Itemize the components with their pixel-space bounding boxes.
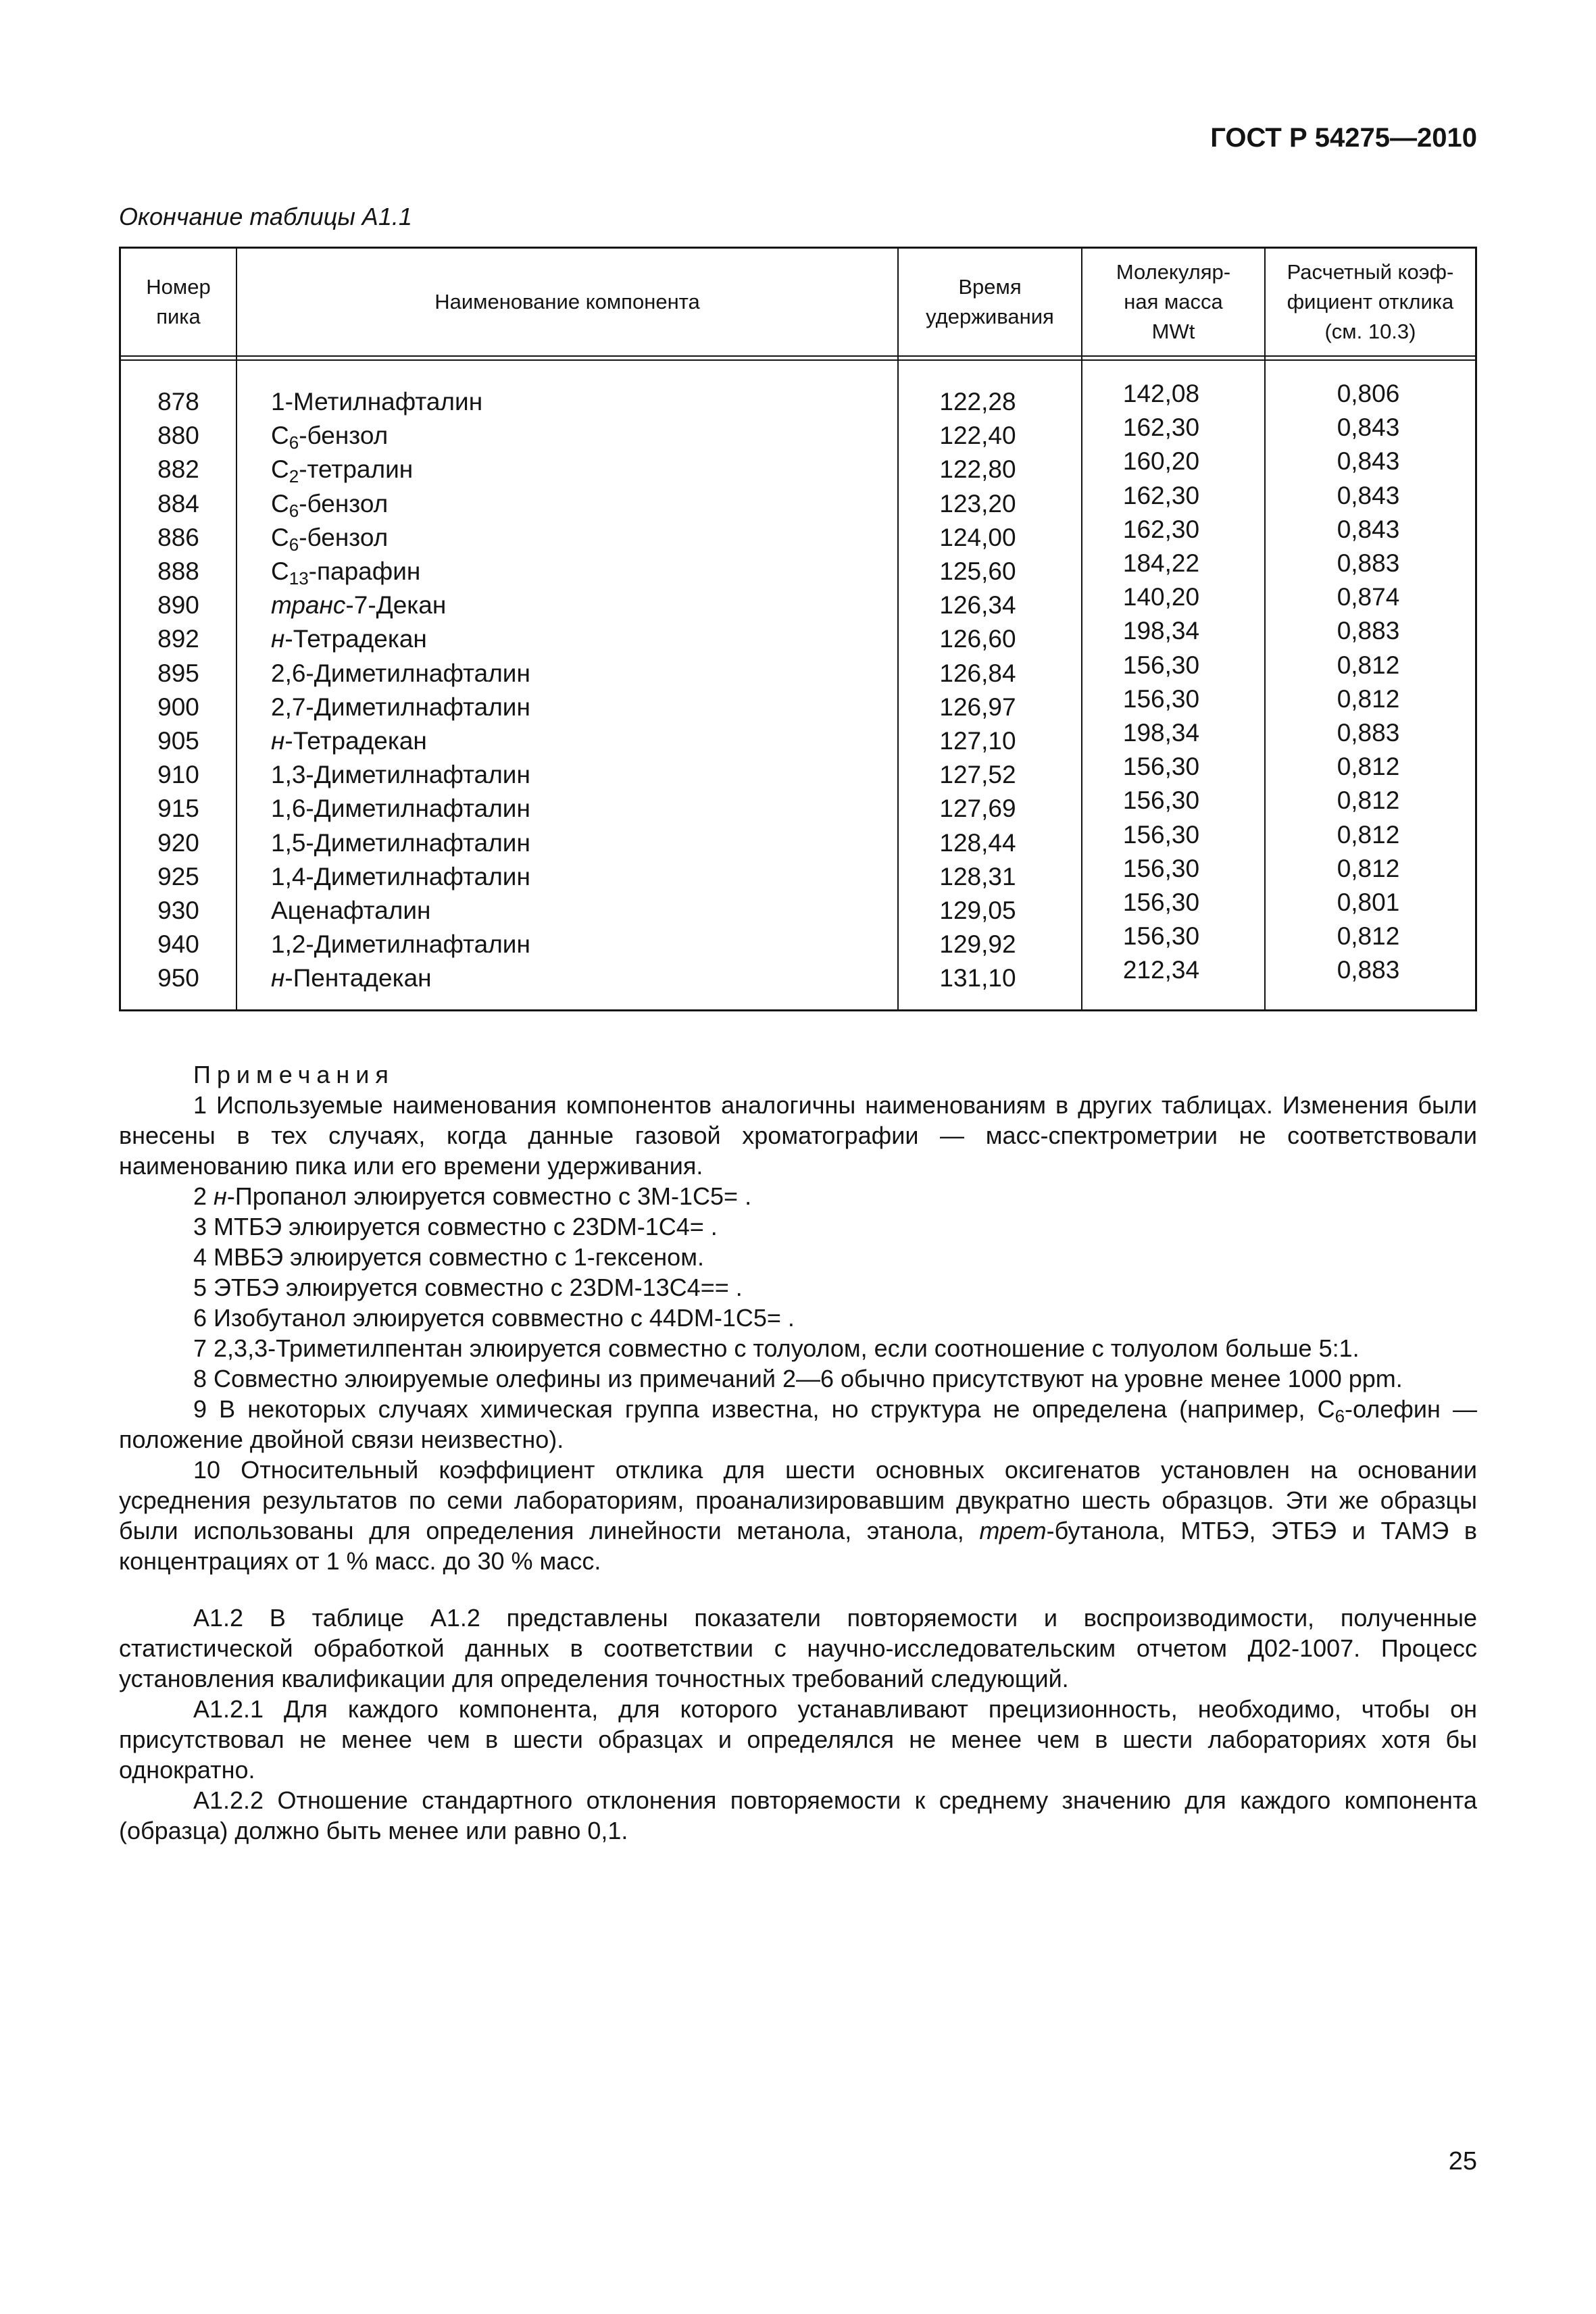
note-text-part: -бутанола, МТБЭ, ЭТБЭ и ТАМЭ в концентрациях от 1 % масс. до 30 % масс.: [119, 1517, 1478, 1575]
cell-molecular-mass: 162,30: [1122, 481, 1200, 509]
cell-response-factor: 0,806: [1337, 380, 1400, 407]
cell-molecular-mass: 156,30: [1122, 651, 1200, 679]
cell-retention-time: 127,52: [939, 761, 1016, 789]
component-name-part: -7-Декан: [345, 591, 447, 620]
cell-retention-time: 126,97: [939, 693, 1016, 721]
note-item: [119, 1303, 1477, 1333]
component-name-part: -Тетрадекан: [284, 625, 427, 653]
cell-peak-number: 910: [157, 761, 199, 789]
cell-peak-number: 882: [157, 455, 199, 484]
note-text-part: трет: [979, 1517, 1047, 1544]
table-caption: Окончание таблицы А1.1: [119, 203, 412, 230]
header-divider: [121, 359, 1475, 361]
cell-component-name: [271, 792, 530, 826]
cell-peak-number: 888: [157, 557, 199, 585]
cell-molecular-mass: 198,34: [1122, 719, 1200, 747]
note-text-part: 4 МВБЭ элюируется совместно с 1-гексеном.: [193, 1243, 704, 1271]
cell-retention-time: 123,20: [939, 489, 1016, 518]
column-divider: [236, 249, 237, 1009]
cell-peak-number: 900: [157, 693, 199, 721]
component-name-part: 1-Метилнафталин: [271, 388, 483, 416]
cell-peak-number: 892: [157, 625, 199, 653]
cell-component-name: [271, 453, 413, 486]
cell-component-name: [271, 826, 530, 860]
cell-molecular-mass: 198,34: [1122, 617, 1200, 645]
cell-retention-time: 127,10: [939, 727, 1016, 755]
cell-component-name: [271, 860, 530, 894]
cell-peak-number: 884: [157, 489, 199, 518]
notes-title: Примечания: [193, 1061, 395, 1088]
cell-retention-time: 126,60: [939, 625, 1016, 653]
cell-response-factor: 0,801: [1337, 888, 1400, 916]
column-header-peak: Номер пика: [146, 275, 211, 328]
cell-component-name: [271, 419, 388, 453]
component-name-part: 6: [289, 500, 299, 521]
header-divider: [121, 355, 1475, 357]
note-text-part: 9 В некоторых случаях химическая группа известна, но структура не определена (например, С: [193, 1395, 1335, 1423]
cell-retention-time: 129,05: [939, 897, 1016, 924]
page-number: 25: [1448, 2147, 1477, 2175]
cell-retention-time: 126,34: [939, 591, 1016, 620]
note-item: [119, 1242, 1477, 1272]
cell-peak-number: 930: [157, 897, 199, 924]
cell-response-factor: 0,843: [1337, 515, 1400, 543]
note-text-part: -Пропанол элюируется совместно с 3М-1С5= .: [226, 1182, 752, 1210]
cell-retention-time: 122,28: [939, 388, 1016, 416]
cell-component-name: [271, 894, 430, 928]
component-name-part: -Пентадекан: [284, 964, 432, 992]
cell-retention-time: 125,60: [939, 557, 1016, 585]
cell-molecular-mass: 160,20: [1122, 447, 1200, 476]
note-item: [119, 1090, 1477, 1181]
component-name-part: 13: [289, 568, 309, 588]
note-item: [119, 1181, 1477, 1211]
component-name-part: 1,3-Диметилнафталин: [271, 761, 530, 789]
cell-response-factor: 0,874: [1337, 583, 1400, 611]
note-item: [119, 1211, 1477, 1242]
section-a1-2: [119, 1603, 1477, 1846]
cell-retention-time: 127,69: [939, 795, 1016, 823]
component-name-part: 2,7-Диметилнафталин: [271, 693, 530, 721]
component-name-part: транс: [271, 591, 346, 620]
cell-retention-time: 126,84: [939, 659, 1016, 687]
note-text-part: 6 Изобутанол элюируется соввместно с 44DM-1C5= .: [193, 1304, 795, 1332]
note-item: [119, 1272, 1477, 1303]
cell-response-factor: 0,843: [1337, 413, 1400, 442]
cell-component-name: [271, 928, 530, 961]
component-name-part: н: [271, 964, 285, 992]
component-name-part: -бензол: [299, 422, 389, 450]
cell-component-name: [271, 555, 420, 588]
cell-retention-time: 124,00: [939, 523, 1016, 551]
cell-retention-time: 128,44: [939, 828, 1016, 857]
component-name-part: 1,5-Диметилнафталин: [271, 828, 530, 857]
component-name-part: 6: [289, 534, 299, 555]
cell-component-name: [271, 588, 446, 622]
cell-molecular-mass: 156,30: [1122, 786, 1200, 815]
cell-peak-number: 890: [157, 591, 199, 620]
note-text-part: н: [214, 1182, 227, 1210]
component-name-part: -Тетрадекан: [284, 727, 427, 755]
component-name-part: C: [271, 489, 289, 518]
cell-component-name: [271, 385, 482, 419]
cell-retention-time: 131,10: [939, 964, 1016, 992]
note-text-part: 6: [1335, 1406, 1345, 1426]
cell-molecular-mass: 184,22: [1122, 549, 1200, 577]
section-paragraph: А1.2.2 Отношение стандартного отклонения повторяемости к среднему значению для каждого компонента (образца) должно быть менее или равно 0,1.: [119, 1786, 1477, 1844]
component-name-part: 1,4-Диметилнафталин: [271, 862, 530, 890]
component-name-part: 1,2-Диметилнафталин: [271, 930, 530, 959]
cell-component-name: [271, 622, 427, 656]
cell-retention-time: 128,31: [939, 862, 1016, 890]
cell-molecular-mass: 140,20: [1122, 583, 1200, 611]
component-name-part: -парафин: [308, 557, 421, 585]
cell-molecular-mass: 162,30: [1122, 413, 1200, 442]
column-header-response-factor: Расчетный коэф- фициент отклика (см. 10.3): [1287, 260, 1454, 343]
notes-block: [119, 1059, 1477, 1576]
cell-response-factor: 0,812: [1337, 684, 1400, 713]
cell-peak-number: 880: [157, 422, 199, 450]
cell-peak-number: 920: [157, 828, 199, 857]
note-item: [119, 1455, 1477, 1576]
column-header-component: Наименование компонента: [434, 290, 700, 313]
note-text-part: -олефин — положение двойной связи неизвестно).: [119, 1395, 1478, 1453]
cell-response-factor: 0,883: [1337, 719, 1400, 747]
cell-peak-number: 878: [157, 388, 199, 416]
cell-response-factor: 0,812: [1337, 854, 1400, 882]
note-text-part: 5 ЭТБЭ элюируется совместно с 23DM-13C4== .: [193, 1274, 743, 1301]
cell-response-factor: 0,812: [1337, 820, 1400, 849]
cell-response-factor: 0,883: [1337, 617, 1400, 645]
component-name-part: Аценафталин: [271, 897, 431, 924]
cell-response-factor: 0,843: [1337, 447, 1400, 476]
cell-peak-number: 905: [157, 727, 199, 755]
note-item: [119, 1333, 1477, 1363]
component-name-part: 6: [289, 432, 299, 453]
note-text-part: 7 2,3,3-Триметилпентан элюируется совместно с толуолом, если соотношение с толуолом больше 5:1.: [193, 1334, 1360, 1362]
cell-molecular-mass: 156,30: [1122, 753, 1200, 781]
component-name-part: 1,6-Диметилнафталин: [271, 795, 530, 823]
component-name-part: -бензол: [299, 523, 389, 551]
note-text-part: 10 Относительный коэффициент отклика для шести основных оксигенатов установлен на основании усреднения результатов по семи лабораториям, проанализировавшим двукратно шесть образцов. Эти же образцы были использованы для определения линейности метанола, этанола,: [119, 1456, 1477, 1544]
cell-peak-number: 950: [157, 964, 199, 992]
section-paragraph: А1.2.1 Для каждого компонента, для которого устанавливают прецизионность, необходимо, чтобы он присутствовал не менее чем в шести образцах и определялся не менее чем в шести лабораториях хотя бы однократно.: [119, 1695, 1477, 1784]
cell-component-name: [271, 521, 388, 555]
notes-list: [119, 1090, 1477, 1576]
cell-component-name: [271, 758, 530, 792]
component-name-part: н: [271, 625, 285, 653]
cell-peak-number: 886: [157, 523, 199, 551]
component-name-part: C: [271, 455, 289, 484]
cell-response-factor: 0,883: [1337, 549, 1400, 577]
cell-component-name: [271, 690, 530, 724]
cell-response-factor: 0,812: [1337, 922, 1400, 951]
column-header-molecular-mass: Молекуляр- ная масса MWt: [1116, 260, 1231, 343]
cell-response-factor: 0,812: [1337, 753, 1400, 781]
component-table: [119, 247, 1477, 1011]
component-name-part: C: [271, 557, 289, 585]
note-item: [119, 1363, 1477, 1394]
column-header-retention-time: Время удерживания: [926, 275, 1054, 328]
component-name-part: C: [271, 422, 289, 450]
note-text-part: 3 МТБЭ элюируется совместно с 23DM-1C4= .: [193, 1213, 718, 1240]
cell-component-name: [271, 961, 432, 995]
section-paragraph: А1.2 В таблице А1.2 представлены показатели повторяемости и воспроизводимости, полученные статистической обработкой данных в соответствии с научно-исследовательским отчетом Д02-1007. Процесс установления квалификации для определения точностных требований следующий.: [119, 1604, 1477, 1692]
cell-response-factor: 0,812: [1337, 786, 1400, 815]
cell-peak-number: 940: [157, 930, 199, 959]
cell-peak-number: 925: [157, 862, 199, 890]
cell-molecular-mass: 162,30: [1122, 515, 1200, 543]
cell-response-factor: 0,883: [1337, 956, 1400, 984]
cell-molecular-mass: 212,34: [1122, 956, 1200, 984]
component-name-part: -бензол: [299, 489, 389, 518]
cell-response-factor: 0,812: [1337, 651, 1400, 679]
cell-molecular-mass: 156,30: [1122, 820, 1200, 849]
cell-peak-number: 915: [157, 795, 199, 823]
cell-molecular-mass: 156,30: [1122, 888, 1200, 916]
cell-retention-time: 122,80: [939, 455, 1016, 484]
cell-retention-time: 122,40: [939, 422, 1016, 450]
cell-peak-number: 895: [157, 659, 199, 687]
cell-molecular-mass: 142,08: [1122, 380, 1200, 407]
component-name-part: C: [271, 523, 289, 551]
cell-response-factor: 0,843: [1337, 481, 1400, 509]
cell-molecular-mass: 156,30: [1122, 854, 1200, 882]
cell-component-name: [271, 657, 530, 690]
note-text-part: 1 Используемые наименования компонентов аналогичны наименованиям в других таблицах. Изменения были внесены в тех случаях, когда данные газовой хроматографии — масс-спектрометрии не соответствовали наименованию пика или его времени удерживания.: [119, 1091, 1477, 1180]
component-name-part: 2: [289, 466, 299, 487]
cell-molecular-mass: 156,30: [1122, 922, 1200, 951]
component-name-part: -тетралин: [299, 455, 414, 484]
standard-designation: ГОСТ Р 54275—2010: [1210, 123, 1477, 153]
note-item: [119, 1394, 1477, 1455]
note-text-part: 8 Совместно элюируемые олефины из примечаний 2—6 обычно присутствуют на уровне менее 1000 ppm.: [193, 1365, 1403, 1392]
cell-molecular-mass: 156,30: [1122, 684, 1200, 713]
cell-component-name: [271, 487, 388, 521]
note-text-part: 2: [193, 1182, 214, 1210]
cell-retention-time: 129,92: [939, 930, 1016, 959]
component-name-part: 2,6-Диметилнафталин: [271, 659, 530, 687]
cell-component-name: [271, 724, 427, 758]
component-name-part: н: [271, 727, 285, 755]
